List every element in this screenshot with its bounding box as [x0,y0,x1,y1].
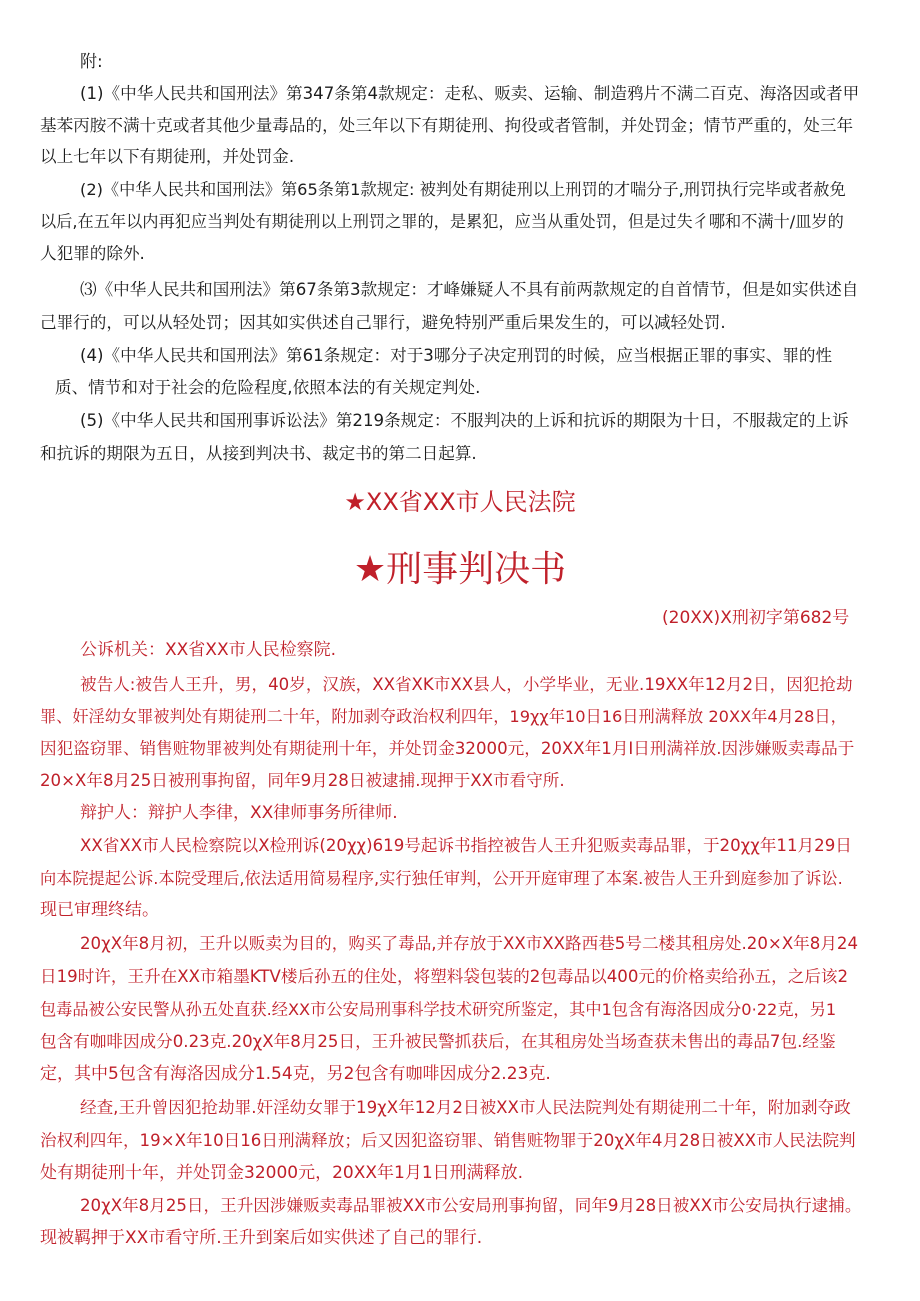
court-name: ★XX省XX市人民法院 [344,488,576,516]
body-line: 治权利四年，19×X年10日16日刑满释放；后又因犯盗窃罪、销售赃物罪于20χX年4月28日被XX市人民法院判 [40,1131,856,1150]
appendix-line: (4)《中华人民共和国刑法》第61条规定：对于3哪分子决定刑罚的时候，应当根据正罪的事实、罪的性 [80,346,833,365]
body-line: 辩护人：辩护人李律，XX律师事务所律师. [80,803,398,823]
body-line: 20×X年8月25日被刑事拘留，同年9月28日被逮捕.现押于XX市看守所. [40,771,565,790]
body-line: 日19时许，王升在XX市箱墨KTV楼后孙五的住处，将塑料袋包装的2包毒品以400元的价格卖给孙五，之后该2 [40,967,849,986]
body-line: 20χX年8月25日，王升因涉嫌贩卖毒品罪被XX市公安局刑事拘留，同年9月28日被XX市公安局执行逮捕。 [80,1196,862,1215]
appendix-line: (2)《中华人民共和国刑法》第65条第1款规定: 被判处有期徒刑以上刑罚的才喘分子,刑罚执行完毕或者赦免 [80,180,846,199]
body-line: XX省XX市人民检察院以X检刑诉(20χχ)619号起诉书指控被告人王升犯贩卖毒品罪，于20χχ年11月29日 [80,836,852,855]
case-number: (20XX)X刑初字第682号 [662,608,850,628]
appendix-heading: 附: [80,52,103,72]
appendix-line: 人犯罪的除外. [40,244,145,263]
appendix-line: 己罪行的，可以从轻处罚；因其如实供述自己罪行，避免特别严重后果发生的，可以减轻处罚. [40,313,726,332]
body-line: 被告人:被告人王升，男，40岁，汉族，XX省XK市XX县人，小学毕业，无业.19XX年12月2日，因犯抢劫 [80,675,853,694]
appendix-line: (5)《中华人民共和国刑事诉讼法》第219条规定：不服判决的上诉和抗诉的期限为十日，不服裁定的上诉 [80,411,849,430]
appendix-line: 和抗诉的期限为五日，从接到判决书、裁定书的第二日起算. [40,444,477,463]
body-line: 20χX年8月初，王升以贩卖为目的，购买了毒品,并存放于XX市XX路西巷5号二楼其租房处.20×X年8月24 [80,934,859,953]
appendix-line: ⑶《中华人民共和国刑法》第67条第3款规定：才峰嫌疑人不具有前两款规定的自首情节，但是如实供述自 [80,280,859,299]
body-line: 包毒品被公安民警从孙五处直获.经XX市公安局刑事科学技术研究所鉴定，其中1包含有海洛因成分0·22克，另1 [40,1000,837,1019]
body-line: 现已审理终结。 [40,900,159,920]
appendix-line: 基苯丙胺不满十克或者其他少量毒品的，处三年以下有期徒刑、拘役或者管制，并处罚金；情节严重的，处三年 [40,116,854,135]
body-line: 现被羁押于XX市看守所.王升到案后如实供述了自己的罪行. [40,1228,483,1248]
body-line: 罪、奸淫幼女罪被判处有期徒刑二十年，附加剥夺政治权利四年，19χχ年10日16日刑满释放 20XX年4月28日， [40,707,847,726]
body-line: 向本院提起公诉.本院受理后,依法适用简易程序,实行独任审判，公开开庭审理了本案.被告人王升到庭参加了诉讼. [40,869,843,888]
body-line: 经查,王升曾因犯抢劫罪.奸淫幼女罪于19χX年12月2日被XX市人民法院判处有期徒刑二十年，附加剥夺政 [80,1098,851,1117]
body-line: 因犯盗窃罪、销售赃物罪被判处有期徒刑十年，并处罚金32000元，20XX年1月I日刑满祥放.因涉嫌贩卖毒品于 [40,739,855,758]
body-line: 定，其中5包含有海洛因成分1.54克，另2包含有咖啡因成分2.23克. [40,1064,551,1084]
body-line: 公诉机关：XX省XX市人民检察院. [80,640,336,660]
appendix-line: 质、情节和对于社会的危险程度,依照本法的有关规定判处. [55,378,481,397]
appendix-line: (1)《中华人民共和国刑法》第347条第4款规定：走私、贩卖、运输、制造鸦片不满二百克、海洛因或者甲 [80,84,860,103]
body-line: 处有期徒刑十年，并处罚金32000元，20XX年1月1日刑满释放. [40,1163,524,1183]
appendix-line: 以上七年以下有期徒刑，并处罚金. [40,147,295,166]
document-title: ★刑事判决书 [353,549,567,590]
body-line: 包含有咖啡因成分0.23克.20χX年8月25日，王升被民警抓获后，在其租房处当场查获未售出的毒品7包.经鉴 [40,1032,836,1051]
appendix-line: 以后,在五年以内再犯应当判处有期徒刑以上刑罚之罪的，是累犯，应当从重处罚，但是过失彳哪和不满十/皿岁的 [40,212,844,231]
